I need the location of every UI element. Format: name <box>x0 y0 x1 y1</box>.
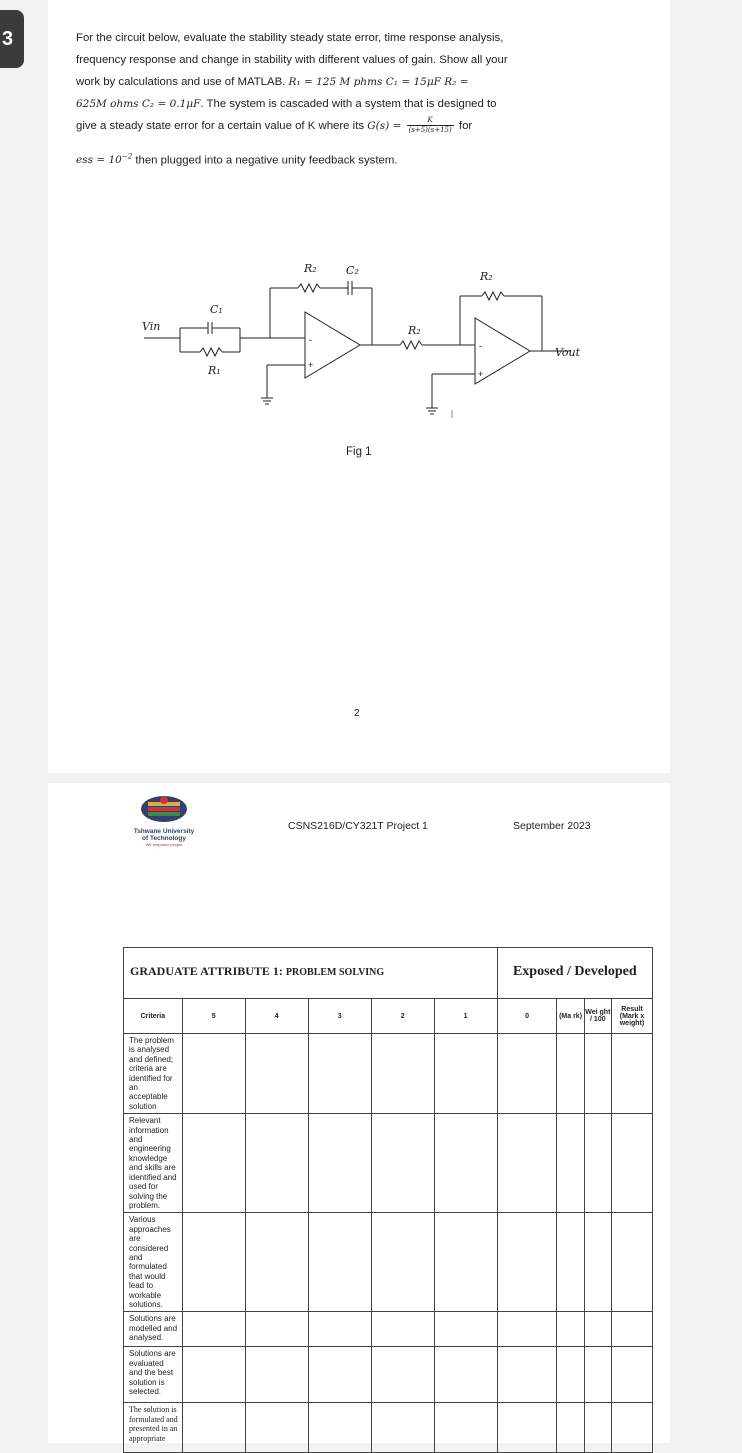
r1-label: R₁ <box>208 364 221 377</box>
vout-label: Vout <box>555 346 581 359</box>
r2-series-label: R₂ <box>408 324 421 337</box>
rubric-title: GRADUATE ATTRIBUTE 1: PROBLEM SOLVING <box>124 948 498 999</box>
criterion-cell: The problem is analysed and defined; criteria are identified for an acceptable solution <box>124 1034 183 1114</box>
opamp1-minus: - <box>309 335 312 345</box>
criterion-cell: The solution is formulated and presented in an appropriate <box>124 1403 183 1453</box>
ess-equation: ess = $10^{-2}$ <box>76 152 133 167</box>
page-number: 2 <box>354 708 360 719</box>
result-header: Result (Mark x weight) <box>611 999 652 1034</box>
vin-label: Vin <box>142 320 161 333</box>
question-line-6: ess = $10^{-2}$ then plugged into a negative unity feedback system. <box>76 152 398 167</box>
university-tagline: We empower people <box>145 842 183 847</box>
score-4-header: 4 <box>245 999 308 1034</box>
criterion-cell: Various approaches are considered and formulated that would lead to workable solutions. <box>124 1213 183 1312</box>
university-name-1: Tshwane University <box>133 828 195 835</box>
score-3-header: 3 <box>308 999 371 1034</box>
criteria-header: Criteria <box>124 999 183 1034</box>
side-tab-label: 3 <box>2 27 14 50</box>
criterion-cell: Solutions are modelled and analysed. <box>124 1312 183 1347</box>
criterion-cell: Relevant information and engineering knowledge and skills are identified and used for solving the problem. <box>124 1114 183 1213</box>
c2-label: C₂ <box>346 264 359 277</box>
score-1-header: 1 <box>434 999 497 1034</box>
mark-header: (Ma rk) <box>557 999 584 1034</box>
table-row <box>124 1034 653 1114</box>
question-text <box>76 28 612 172</box>
c1-label: C₁ <box>210 303 223 316</box>
transfer-function-fraction: $\frac{K}{(s+5)(s+15)}$ <box>408 116 452 135</box>
university-logo <box>120 793 208 847</box>
rubric-table <box>123 947 653 1453</box>
score-5-header: 5 <box>182 999 245 1034</box>
table-row <box>124 1403 653 1453</box>
opamp2-minus: - <box>479 341 482 351</box>
table-row <box>124 1114 653 1213</box>
header-date: September 2023 <box>513 820 591 832</box>
question-line-5: give a steady state error for a certain value of K where its G(s) = $\frac{K}{(s+5)(s+15)}$ for <box>76 116 473 135</box>
weight-header: Wei ght / 100 <box>584 999 611 1034</box>
table-row <box>124 1213 653 1312</box>
question-line-3: work by calculations and use of MATLAB. R₁ = 125 M phms C₁ = 15μF R₂ = <box>76 75 469 88</box>
component-values-1: R₁ = 125 M phms C₁ = 15μF R₂ = <box>288 75 469 88</box>
university-name-2: of Technology <box>142 835 186 842</box>
opamp1-plus: + <box>308 360 314 370</box>
opamp2-plus: + <box>478 369 484 379</box>
question-line-2: frequency response and change in stability with different values of gain. Show all your <box>76 53 508 66</box>
component-values-2: 625M ohms C₂ = 0.1μF <box>76 97 201 110</box>
table-row <box>124 1312 653 1347</box>
course-code: CSNS216D/CY321T Project 1 <box>288 820 428 832</box>
score-2-header: 2 <box>371 999 434 1034</box>
circuit-diagram <box>130 250 610 420</box>
criterion-cell: Solutions are evaluated and the best solution is selected. <box>124 1347 183 1403</box>
tut-logo-icon <box>139 793 189 823</box>
score-0-header: 0 <box>497 999 557 1034</box>
question-line-1: For the circuit below, evaluate the stability steady state error, time response analysis, <box>76 32 504 44</box>
question-line-4: 625M ohms C₂ = 0.1μF. The system is cascaded with a system that is designed to <box>76 97 497 110</box>
r2-feedback2-label: R₂ <box>480 270 493 283</box>
side-tab[interactable] <box>0 10 24 68</box>
exposed-developed-label: Exposed / Developed <box>497 948 652 999</box>
table-row <box>124 1347 653 1403</box>
transfer-function-label: G(s) = <box>367 119 402 132</box>
r2-feedback-label: R₂ <box>304 262 317 275</box>
figure-caption: Fig 1 <box>346 446 372 458</box>
